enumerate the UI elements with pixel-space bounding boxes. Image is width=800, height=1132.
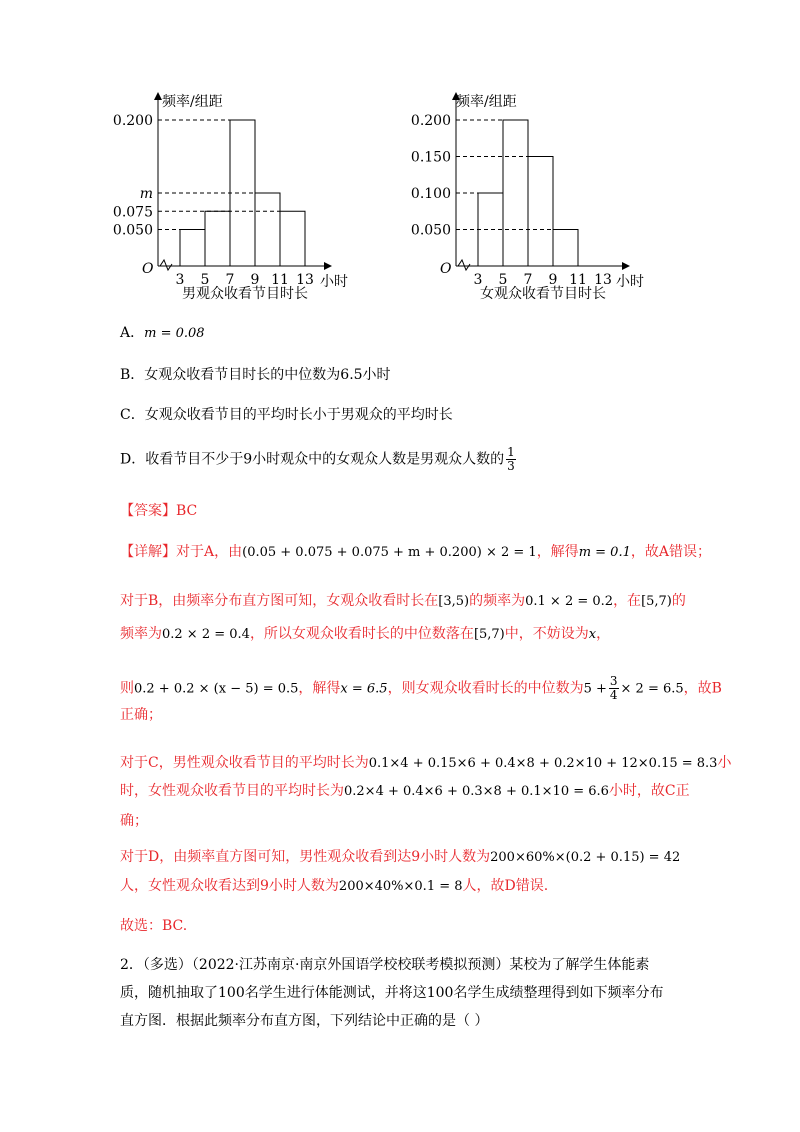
female-origin: O (440, 261, 452, 277)
option-d: D．收看节目不少于9小时观众中的女观众人数是男观众人数的 $\frac{1}{3}$ (120, 445, 515, 473)
detail-line-5: 正确； (120, 707, 162, 723)
detail-line-3: 频率为0.2 × 2 = 0.4，所以女观众收看时长的中位数落在[5,7)中，不妨设为x， (120, 626, 611, 642)
female-histogram (408, 90, 658, 305)
male-histogram (110, 90, 360, 305)
detail-line-10: 人，女性观众收看达到9小时人数为200×40%×0.1 = 8人，故D错误. (120, 878, 549, 894)
male-bar (205, 211, 230, 266)
female-y-tick-label: 0.150 (410, 149, 451, 166)
male-bar (280, 211, 305, 266)
male-x-tick-label: 13 (296, 272, 314, 288)
question-2-line-3: 直方图．根据此频率分布直方图，下列结论中正确的是（ ） (120, 1013, 489, 1029)
male-x-tick-label: 11 (271, 272, 289, 288)
male-y-tick-label: m (139, 186, 153, 202)
answer: 【答案】BC (120, 503, 198, 519)
male-x-tick-label: 7 (225, 272, 235, 288)
male-axis-break (160, 260, 172, 270)
question-2-line-1: 2．（多选）（2022·江苏南京·南京外国语学校校联考模拟预测）某校为了解学生体能素 (120, 957, 650, 973)
male-x-tick-label: 5 (200, 272, 210, 288)
female-x-tick-label: 13 (594, 272, 612, 288)
male-y-tick-label: 0.200 (112, 113, 153, 129)
female-x-tick-label: 11 (569, 272, 587, 288)
option-a: A．m = 0.08 (120, 325, 205, 341)
detail-line-7: 时，女性观众收看节目的平均时长为0.2×4 + 0.4×6 + 0.3×8 + 0.1×10 = 6.6小时，故C正 (120, 783, 690, 799)
female-y-tick-label: 0.100 (410, 186, 451, 202)
female-bar (528, 157, 553, 267)
question-2 (120, 951, 680, 1035)
detail-line-1: 【详解】对于A，由(0.05 + 0.075 + 0.075 + m + 0.200) × 2 = 1，解得m = 0.1，故A错误； (120, 544, 711, 560)
male-bar (255, 193, 280, 266)
female-bar (553, 230, 578, 267)
male-xlabel: 小时 (320, 274, 348, 290)
female-xlabel: 小时 (616, 274, 644, 290)
female-y-tick-label: 0.200 (410, 113, 451, 129)
detail-line-9: 对于D，由频率直方图可知，男性观众收看到达9小时人数为200×60%×(0.2 + 0.15) = 42 (120, 849, 681, 865)
male-y-tick-label: 0.050 (112, 222, 153, 239)
female-x-tick-label: 5 (498, 272, 508, 288)
detail-line-6: 对于C，男性观众收看节目的平均时长为0.1×4 + 0.15×6 + 0.4×8 + 0.2×10 + 12×0.15 = 8.3小 (120, 755, 732, 771)
female-axis-break (458, 260, 470, 270)
male-x-tick-label: 9 (250, 272, 260, 288)
female-y-tick-label: 0.050 (410, 222, 451, 239)
female-bar (503, 120, 528, 266)
male-ylabel: 频率/组距 (162, 94, 223, 110)
male-y-tick-label: 0.075 (112, 204, 153, 221)
male-origin: O (142, 261, 154, 277)
male-title: 男观众收看节目时长 (182, 286, 308, 302)
female-x-tick-label: 9 (548, 272, 558, 288)
question-2-line-2: 质，随机抽取了100名学生进行体能测试，并将这100名学生成绩整理得到如下频率分布 (120, 985, 664, 1001)
detail-line-4: 则0.2 + 0.2 × (x − 5) = 0.5，解得x = 6.5，则女观众收看时长的中位数为5 + $\frac{3}{4}$ × 2 = 6.5，故B (120, 674, 722, 702)
female-ylabel: 频率/组距 (456, 94, 517, 110)
female-x-tick-label: 7 (523, 272, 533, 288)
detail-line-11: 故选：BC. (120, 918, 188, 934)
option-b: B．女观众收看节目时长的中位数为6.5小时 (120, 367, 391, 383)
detail-line-8: 确； (120, 813, 148, 829)
detail-line-2: 对于B，由频率分布直方图可知，女观众收看时长在[3,5)的频率为0.1 × 2 = 0.2，在[5,7)的 (120, 593, 686, 609)
male-bar (180, 230, 205, 267)
female-x-tick-label: 3 (473, 272, 483, 288)
male-x-tick-label: 3 (175, 272, 185, 288)
female-title: 女观众收看节目时长 (480, 286, 606, 302)
option-c: C．女观众收看节目的平均时长小于男观众的平均时长 (120, 407, 453, 423)
